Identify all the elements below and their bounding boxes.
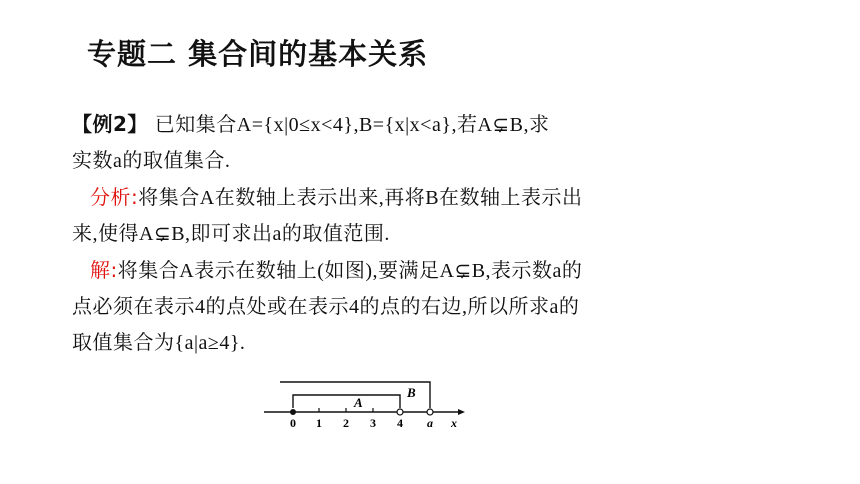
analysis-text-1: 将集合A在数轴上表示出来,再将B在数轴上表示出: [138, 187, 583, 209]
analysis-label: 分析:: [90, 185, 139, 209]
tick-label-4: 4: [397, 416, 403, 430]
point-0-closed: [290, 409, 296, 415]
content-body: [72, 106, 692, 361]
tick-label-1: 1: [316, 416, 322, 430]
tick-label-3: 3: [370, 416, 376, 430]
solution-line-3: 取值集合为{a|a≥4}.: [72, 332, 246, 354]
solution-text-1: 将集合A表示在数轴上(如图),要满足A⊊B,表示数a的: [117, 260, 583, 282]
tick-label-a: a: [427, 416, 433, 430]
point-4-open: [397, 409, 403, 415]
example-label: 【例2】: [72, 112, 148, 136]
example-line-2: 实数a的取值集合.: [72, 150, 231, 172]
example-line-1: [72, 106, 692, 143]
number-line-figure: [262, 374, 468, 432]
number-line-svg: [262, 374, 468, 432]
tick-label-0: 0: [290, 416, 296, 430]
solution-line-2: 点必须在表示4的点处或在表示4的点的右边,所以所求a的: [72, 296, 580, 318]
set-a-bracket: [293, 395, 400, 408]
set-b-label: B: [407, 385, 416, 400]
page-title: 专题二 集合间的基本关系: [87, 37, 429, 71]
example-text-1: 已知集合A={x|0≤x<4},B={x|x<a},若A⊊B,求: [154, 114, 550, 136]
set-a-label: A: [354, 395, 363, 410]
analysis-line-1: [72, 179, 692, 216]
tick-label-2: 2: [343, 416, 349, 430]
axis-label-x: x: [451, 416, 457, 430]
point-a-open: [427, 409, 433, 415]
analysis-line-2: 来,使得A⊊B,即可求出a的取值范围.: [72, 223, 390, 245]
axis-arrow: [458, 409, 465, 415]
solution-line-1: [72, 252, 692, 289]
solution-label: 解:: [90, 258, 118, 282]
